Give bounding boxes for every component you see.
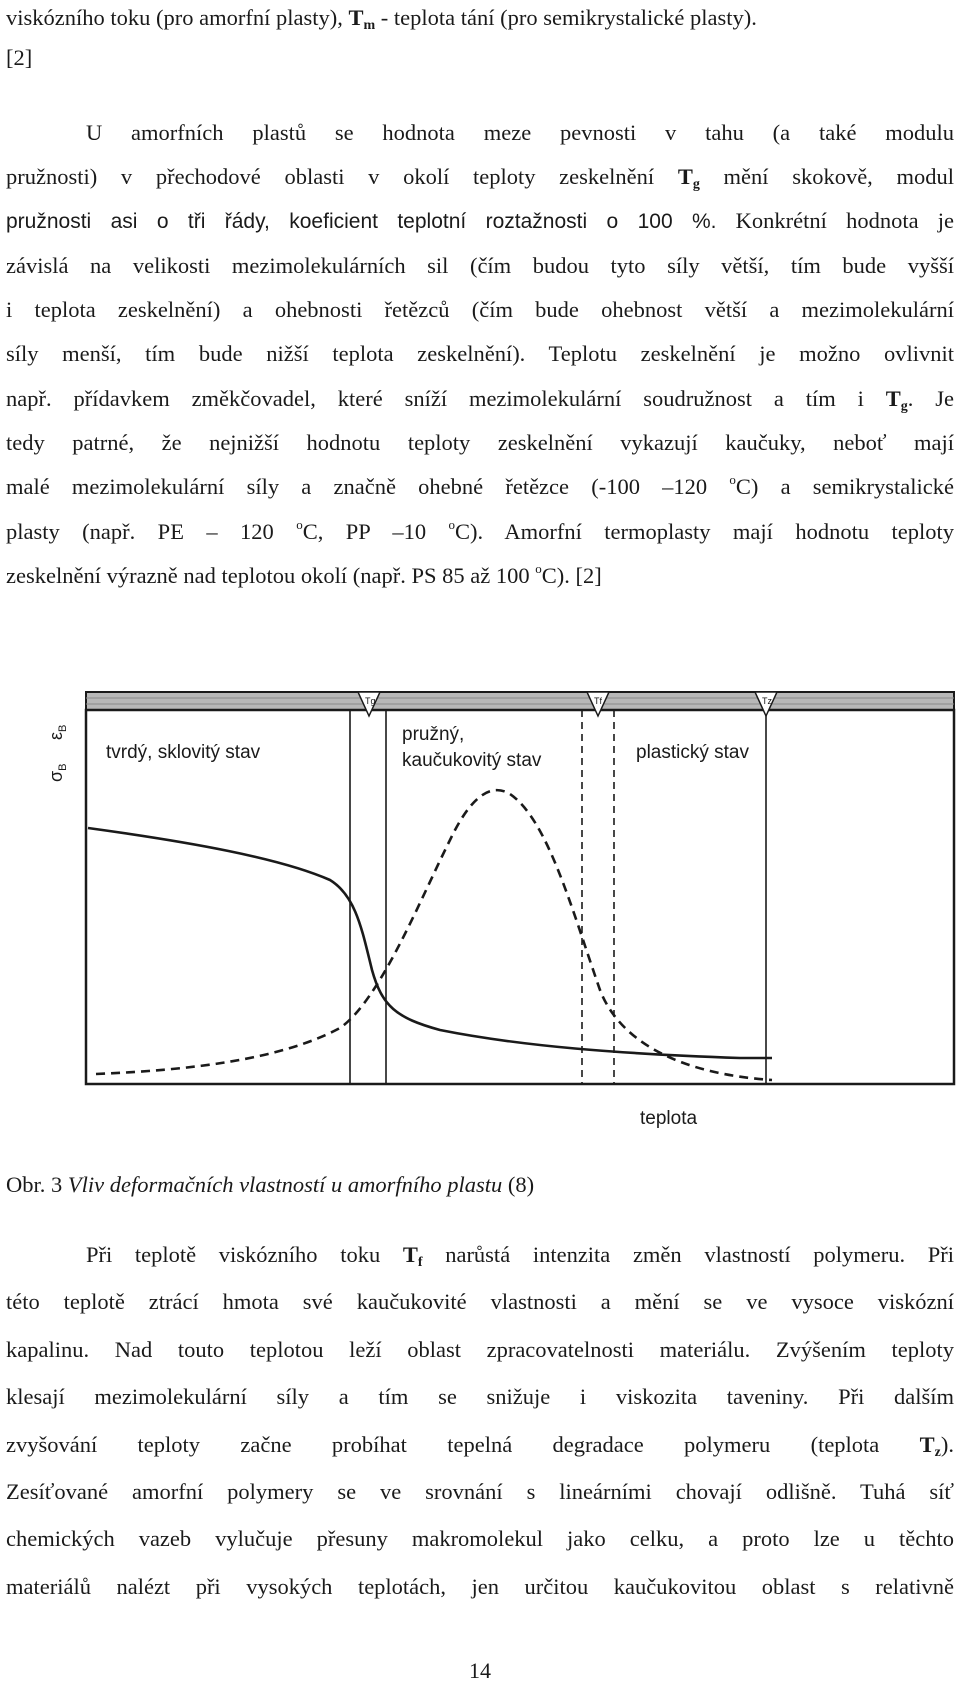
text-line bbox=[6, 162, 954, 192]
text-line bbox=[6, 1524, 954, 1554]
text-segment: C). [2] bbox=[541, 563, 602, 588]
rubbery-state-label: pružný, bbox=[402, 724, 465, 745]
text-line bbox=[6, 206, 954, 237]
text-segment: U amorfních plastů se hodnota meze pevnosti v tahu (a také modulu bbox=[86, 120, 954, 145]
text-line bbox=[6, 295, 954, 325]
strength-curve bbox=[88, 828, 772, 1058]
degree-mark: o bbox=[296, 517, 303, 532]
text-line bbox=[6, 517, 954, 547]
text-line bbox=[6, 43, 954, 73]
text-segment: kapalinu. Nad touto teplotou leží oblast zpracovatelnosti materiálu. Zvýšením teploty bbox=[6, 1337, 954, 1362]
text-line bbox=[6, 1382, 954, 1412]
reference: [2] bbox=[6, 45, 33, 70]
text-segment: . Je bbox=[907, 386, 954, 411]
text-segment: tedy patrné, že nejnižší hodnotu teploty zeskelnění vykazují kaučuky, neboť mají bbox=[6, 430, 954, 455]
text-line bbox=[86, 118, 954, 148]
text-line bbox=[6, 1430, 954, 1460]
x-axis-label: teplota bbox=[640, 1108, 698, 1129]
tz-marker-label: Tz bbox=[762, 696, 772, 706]
page-number: 14 bbox=[469, 1658, 491, 1683]
text-segment: viskózního toku (pro amorfní plasty), bbox=[6, 5, 349, 30]
tf-marker-label: Tf bbox=[594, 696, 602, 706]
subscript: m bbox=[363, 18, 376, 33]
text-segment: i teplota zeskelnění) a ohebnosti řetězců (čím bude ohebnost větší a mezimolekulární bbox=[6, 297, 954, 322]
elongation-curve bbox=[96, 790, 772, 1080]
text-segment: pružnosti) v přechodové oblasti v okolí teploty zeskelnění bbox=[6, 164, 678, 189]
text-segment: pružnosti asi o tři řády, koeficient teplotní roztažnosti o 100 %. bbox=[6, 210, 717, 233]
text-line bbox=[86, 1240, 954, 1270]
text-segment: narůstá intenzita změn vlastností polymeru. Při bbox=[422, 1242, 955, 1267]
text-segment: chemických vazeb vylučuje přesuny makromolekul jako celku, a proto lze u těchto bbox=[6, 1526, 954, 1551]
y-axis-label-strength: $\sigma_B$ bbox=[46, 763, 69, 782]
text-segment: malé mezimolekulární síly a značně ohebné řetězce (-100 –120 bbox=[6, 474, 730, 499]
symbol: T bbox=[919, 1432, 935, 1457]
text-line bbox=[6, 339, 954, 369]
text-line bbox=[6, 251, 954, 281]
text-line bbox=[6, 561, 954, 591]
text-segment: závislá na velikosti mezimolekulárních sil (čím budou tyto síly větší, tím bude vyšší bbox=[6, 253, 954, 278]
figure-caption bbox=[6, 1170, 534, 1200]
figure-top-band bbox=[86, 692, 954, 710]
deformation-figure bbox=[0, 670, 960, 1150]
caption-prefix: Obr. 3 bbox=[6, 1172, 68, 1197]
subscript: f bbox=[417, 1255, 423, 1270]
text-line bbox=[6, 3, 954, 33]
text-segment: materiálů nalézt při vysokých teplotách, jen určitou kaučukovitou oblast s relativně bbox=[6, 1574, 954, 1599]
text-line bbox=[6, 1477, 954, 1507]
text-segment: např. přídavkem změkčovadel, které sníží mezimolekulární soudružnost a tím i bbox=[6, 386, 886, 411]
text-line bbox=[6, 1287, 954, 1317]
text-line bbox=[6, 1335, 954, 1365]
symbol: T bbox=[677, 164, 693, 189]
text-segment: - teplota tání (pro semikrystalické plasty). bbox=[375, 5, 757, 30]
text-segment: C) a semikrystalické bbox=[735, 474, 955, 499]
symbol: T bbox=[885, 386, 901, 411]
text-segment: klesají mezimolekulární síly a tím se snižuje i viskozita taveniny. Při dalším bbox=[6, 1384, 954, 1409]
glassy-state-label: tvrdý, sklovitý stav bbox=[106, 742, 261, 763]
text-segment: plasty (např. PE – 120 bbox=[6, 519, 297, 544]
caption-title: Vliv deformačních vlastností u amorfního plastu bbox=[67, 1172, 503, 1197]
text-line bbox=[6, 472, 954, 502]
text-line bbox=[6, 1572, 954, 1602]
tg-marker-label: Tg bbox=[365, 696, 376, 706]
subscript: g bbox=[692, 177, 700, 192]
text-segment: této teplotě ztrácí hmota své kaučukovité vlastnosti a mění se ve vysoce viskózní bbox=[6, 1289, 954, 1314]
rubbery-state-label: kaučukovitý stav bbox=[402, 750, 542, 771]
text-line bbox=[6, 428, 954, 458]
text-segment: Zesíťované amorfní polymery se ve srovnání s lineárními chovají odlišně. Tuhá síť bbox=[6, 1479, 954, 1504]
caption-suffix: (8) bbox=[502, 1172, 535, 1197]
symbol: T bbox=[402, 1242, 418, 1267]
text-segment: zvyšování teploty začne probíhat tepelná degradace polymeru (teplota bbox=[6, 1432, 920, 1457]
text-segment: síly menší, tím bude nižší teplota zeskelnění). Teplotu zeskelnění je možno ovlivnit bbox=[6, 341, 954, 366]
text-segment: C, PP –10 bbox=[302, 519, 449, 544]
plastic-state-label: plastický stav bbox=[636, 742, 749, 763]
symbol: T bbox=[348, 5, 364, 30]
text-line bbox=[6, 384, 954, 414]
text-segment: C). Amorfní termoplasty mají hodnotu teploty bbox=[455, 519, 954, 544]
subscript: g bbox=[900, 399, 908, 414]
degree-mark: o bbox=[535, 561, 542, 576]
text-segment: Konkrétní hodnota je bbox=[716, 208, 954, 233]
text-segment: zeskelnění výrazně nad teplotou okolí (např. PS 85 až 100 bbox=[6, 563, 536, 588]
degree-mark: o bbox=[448, 517, 456, 532]
text-segment: mění skokově, modul bbox=[699, 164, 954, 189]
y-axis-label-elongation: $\varepsilon_B$ bbox=[46, 724, 69, 740]
subscript: z bbox=[934, 1445, 941, 1460]
text-segment: Při teplotě viskózního toku bbox=[86, 1242, 403, 1267]
degree-mark: o bbox=[729, 472, 736, 487]
text-segment: ). bbox=[940, 1432, 954, 1457]
